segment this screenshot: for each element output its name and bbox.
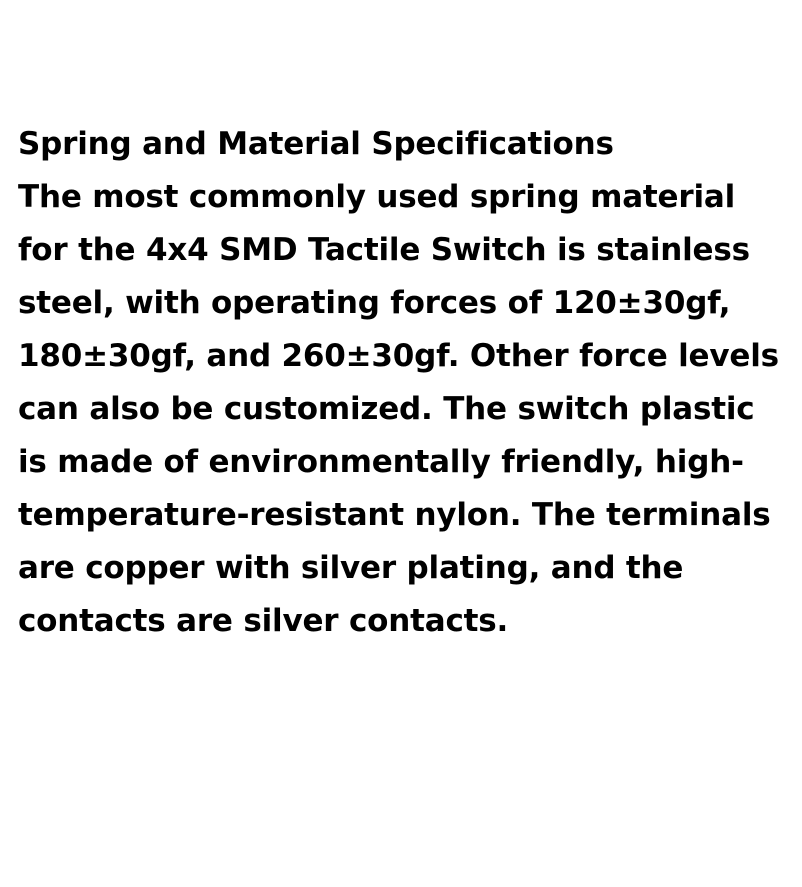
- section-body-text: The most commonly used spring material for the 4x4 SMD Tactile Switch is stainless steel, with operating forces of 120±30gf, 180±30gf, and 260±30gf. Other force levels can also be customized. The switch plastic is made of environmentally friendly, high-temperature-resistant nylon. The terminals are copper with silver plating, and the contacts are silver contacts.: [18, 179, 779, 639]
- section-heading: Spring and Material Specifications: [18, 126, 614, 162]
